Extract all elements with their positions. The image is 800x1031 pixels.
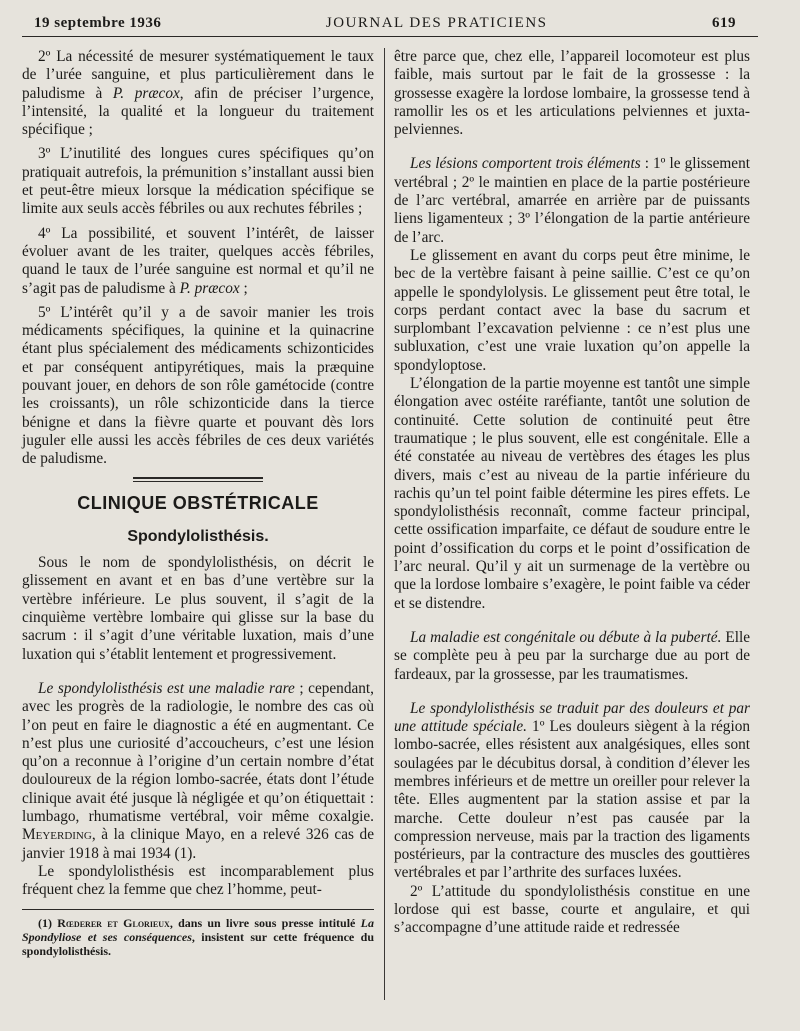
header-journal-title: JOURNAL DES PRATICIENS [325, 14, 548, 31]
article-title: Spondylolisthésis. [127, 527, 269, 545]
point-3: 3º L’inutilité des longues cures spécifiques qu’on pratiquait autrefois, la prémunition s’installant aussi bien et peut-être mieux lorsque la médication spécifique se limite aux seuls accès fébriles ou aux rechutes fébriles ; [22, 145, 374, 218]
header-rule [22, 36, 758, 37]
attitude-paragraph: 2º L’attitude du spondylolisthésis constitue en une lordose qui est basse, courte et angulaire, et qui s’accompagne d’une attitude raide et redressée [394, 882, 750, 937]
rarity-paragraph: Le spondylolisthésis est une maladie rare ; cependant, avec les progrès de la radiologie, le nombre des cas où l’on peut en faire le diagnostic a été en augmentant. Ce n’est plus une curiosité d’accoucheurs, c’est une lésion qu’on a reconnue à l’origine d’un certain nombre d’état douloureux de la région lombo-sacrée, états dont l’étude clinique avait été jusque là négligée et qu’on étiquettait : lumbago, rhumatisme vertébral, voir même coxalgie. Meyerding, à la clinique Mayo, en a relevé 326 cas de janvier 1918 à mai 1934 (1). [22, 679, 374, 862]
lesions-paragraph: Les lésions comportent trois éléments : 1º le glissement vertébral ; 2º le maintien en place de la partie postérieure de l’arc vertébral, amarrée en arrière par de puissants liens ligamenteux ; 3º l’élongation de la partie antérieure de l’arc. [394, 155, 750, 246]
point-2: 2º La nécessité de mesurer systématiquement le taux de l’urée sanguine, et plus particulièrement dans le paludisme à P. præcox, afin de préciser l’urgence, l’intensité, la qualité et la longueur du traitement spécifique ; [22, 48, 374, 139]
header-page-number: 619 [711, 14, 736, 31]
elongation-paragraph: L’élongation de la partie moyenne est tantôt une simple élongation avec ostéite raréfiante, tantôt une solution de continuité. Cette solution de continuité peut être traumatique ; le plus souvent, elle est congénitale. Elle a été constatée au niveau de vertèbres des étages les plus divers, mais c’est au niveau de la partie inférieure du rachis qu’un tel point faible détermine les pires effets. Le spondylolisthésis reconnaît, comme facteur principal, cette ossification imparfaite, ce défaut de soudure entre le point d’ossification du corps et le point d’ossification de l’arc neural. Qu’il y ait un surmenage de la vertèbre ou que la lordose lombaire s’exagère, le point faible va céder et se distendre. [394, 375, 750, 612]
section-separator [133, 477, 263, 482]
continuation-paragraph: être parce que, chez elle, l’appareil locomoteur est plus faible, mais surtout par le fait de la grossesse : la grossesse exagère la lordose lombaire, la grossesse tend à ramollir les os et les articulations pelviennes et juxta-pelviennes. [394, 48, 750, 139]
right-column [394, 48, 750, 938]
point-4: 4º La possibilité, et souvent l’intérêt, de laisser évoluer avant de les traiter, quelques accès fébriles, quand le taux de l’urée sanguine est normal et qu’il ne s’agit pas de paludisme à P. præcox ; [22, 224, 374, 297]
point-5: 5º L’intérêt qu’il y a de savoir manier les trois médicaments spécifiques, la quinine et la quinacrine étant plus spécialement des médicaments schizonticides et par conséquent antipyrétiques, mais la præquine pouvant jouer, en dehors de son rôle gamétocide (contre les croissants), un rôle schizonticide dans la tierce bénigne et dans la fièvre quarte et pouvant dès lors juguler elle aussi les accès fébriles de ces deux variétés de paludisme. [22, 303, 374, 468]
glissement-paragraph: Le glissement en avant du corps peut être minime, le bec de la vertèbre faisant à peine saillie. C’est ce qu’on appelle le spondylolysis. Le glissement peut être total, le corps perdant contact avec la base du sacrum et surplombant l’excavation pelvienne : ce n’est plus une subluxation, c’est une vraie luxation qu’on appelle la spondyloptose. [394, 246, 750, 374]
frequency-paragraph: Le spondylolisthésis est incomparablement plus fréquent chez la femme que chez l’homme, peut- [22, 862, 374, 899]
running-header [34, 12, 736, 34]
left-column [22, 48, 374, 958]
congenital-paragraph: La maladie est congénitale ou débute à la puberté. Elle se complète peu à peu par la surcharge due au port de fardeaux, par la grossesse, par les traumatismes. [394, 628, 750, 683]
footnote-rule [22, 909, 374, 910]
footnote: (1) Rœderer et Glorieux, dans un livre sous presse intitulé La Spondyliose et ses conséquences, insistent sur cette fréquence du spondylolisthésis. [22, 916, 374, 959]
symptoms-paragraph: Le spondylolisthésis se traduit par des douleurs et par une attitude spéciale. 1º Les douleurs siègent à la région lombo-sacrée, elles résistent aux analgésiques, elles sont soulagées par le décubitus dorsal, à condition d’élever les membres inférieurs et de mettre un oreiller pour relever la tête. Elles augmentent par la station assise et par la marche. Cette douleur n’est pas causée par la compression nerveuse, mais par la traction des ligaments postérieurs, par la contracture des muscles des gouttières vertébrales et par l’arthrite des surfaces luxées. [394, 699, 750, 882]
header-date: 19 septembre 1936 [34, 14, 162, 31]
intro-paragraph: Sous le nom de spondylolisthésis, on décrit le glissement en avant et en bas d’une vertèbre sur la vertèbre inférieure. Le plus souvent, il s’agit de la cinquième vertèbre lombaire qui glisse sur la base du sacrum : il s’agit d’une véritable luxation, mais d’une luxation qui s’établit lentement et progressivement. [22, 554, 374, 663]
section-title: CLINIQUE OBSTÉTRICALE [77, 492, 319, 513]
column-divider [384, 48, 385, 1000]
